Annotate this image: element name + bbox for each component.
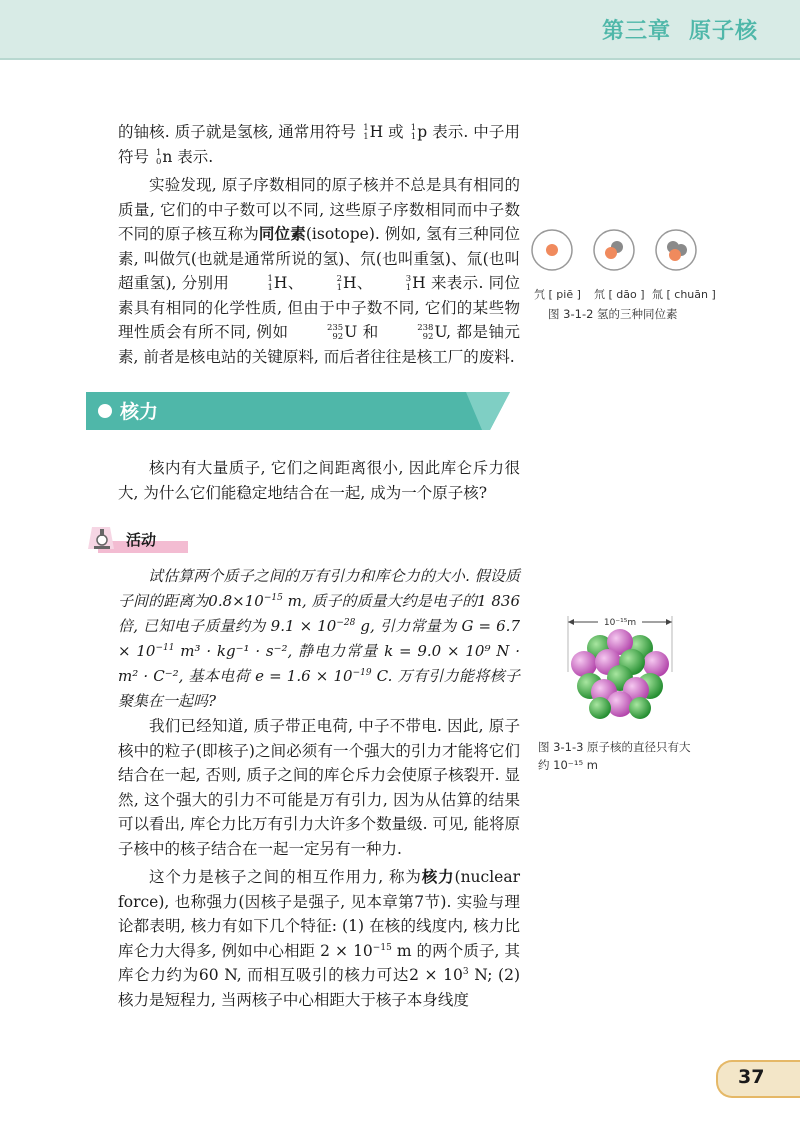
bullet-icon (98, 404, 112, 418)
para1-text-b: 或 (388, 123, 404, 141)
page-number: 37 (738, 1066, 765, 1088)
section-banner (86, 392, 510, 430)
chapter-name: 原子核 (688, 19, 758, 44)
isotope-n: 1 0 n (155, 147, 173, 167)
nucleus-icon (560, 612, 680, 722)
label-tritium: 氚 [ chuān ] (652, 288, 716, 301)
para1-text-d: 表示. (177, 147, 214, 166)
chapter-number: 第三章 (601, 19, 671, 44)
isotope-U238: 238 92 U (417, 323, 447, 342)
chapter-title (602, 14, 758, 45)
protium-icon (530, 228, 574, 272)
tritium-icon (654, 228, 698, 272)
label-deuterium: 氘 [ dāo ] (594, 288, 645, 301)
activity-paragraph: 试估算两个质子之间的万有引力和库仑力的大小. 假设质子间的距离为$0.8\times 10^{-15}$ m, 质子的质量大约是电子的1 836倍, 已知电子质量约为 $9.1 \times 10^{-28}$ g, 引力常量为 $G = 6.7 \times 10^{-11}$ m³ · kg⁻¹ · s⁻², 静电力常量 k = 9.0 × 10⁹ N · m² · C⁻², 基本电荷 $e = 1.6 \times 10^{-19}$ C. 万有引力能将核子聚集在一起吗? (118, 567, 521, 710)
caption-fig-3-1-2: 图 3-1-2 氢的三种同位素 (548, 307, 678, 321)
scale-label: 10⁻¹⁵m (603, 618, 637, 628)
term-isotope: 同位素 (258, 225, 306, 243)
microscope-icon (88, 525, 116, 551)
isotope-U235: 235 92 U (326, 323, 358, 342)
deuterium-icon (592, 228, 636, 272)
nuclear-force-text (118, 714, 520, 1012)
para1-text-a: 的铀核. 质子就是氢核, 通常用符号 (118, 123, 357, 141)
isotope-H2: 2 1 H (336, 274, 357, 293)
paragraph-strong-attraction: 我们已经知道, 质子带正电荷, 中子不带电. 因此, 原子核中的粒子(即核子)之间必须有一个强大的引力才能将它们结合在一起, 否则, 质子之间的库仑斥力会使原子核裂开. 显然, 这个强大的引力不可能是万有引力, 因为从估算的结果可以看出, 库仑力比万有引力大许多个数量级. 可见, 能将原子核中的核子结合在一起一定另有一种力. (118, 717, 520, 858)
activity-label: 活动 (126, 531, 157, 549)
label-protium: 氕 [ piē ] (534, 288, 581, 301)
isotope-p: 1 1 p (410, 123, 428, 142)
paragraph-question: 核内有大量质子, 它们之间距离很小, 因此库仑斥力很大, 为什么它们能稳定地结合在一起, 成为一个原子核? (118, 459, 520, 502)
paragraph-uranium (118, 120, 520, 169)
question-text (118, 456, 520, 505)
isotope-H3: 3 1 H (405, 274, 426, 293)
caption-fig-3-1-3: 图 3-1-3 原子核的直径只有大 约 10⁻¹⁵ m (538, 740, 691, 772)
isotope-H1-list: 1 1 H (267, 274, 288, 293)
activity-text (118, 564, 520, 714)
activity-header (88, 525, 188, 555)
page-number-tab (716, 1060, 800, 1098)
paragraph-isotope: 实验发现, 原子序数相同的原子核并不总是具有相同的质量, 它们的中子数可以不同, 这些原子序数相同而中子数不同的原子核互称为同位素(isotope). 例如, 氢有三种同位素, 叫做氕(也就是通常所说的氢)、氘(也叫重氢)、氚(也叫超重氢), 分别用 1 1 H、 2 1 H、 3 1 H 来表示. 同位素具有相同的化学性质, 但由于中子数不同, 它们的某些物理性质会有所不同, 例如 235 92 U 和 238 92 U, 都是铀元素, 前者是核电站的关键原料, 而后者往往是核工厂的废料. (118, 176, 520, 366)
term-nuclear-force: 核力 (421, 868, 455, 886)
paragraph-nuclear-force: 这个力是核子之间的相互作用力, 称为核力(nuclear force), 也称强力(因核子是强子, 见本章第7节). 实验与理论都表明, 核力有如下几个特征: (1) 在核的线度内, 核力比库仑力大得多, 例如中心相距 $2 \times 10^{-15}$ m 的两个质子, 其库仑力约为60 N, 而相互吸引的核力可达$2 \times 10^3$ N; (2) 核力是短程力, 当两核子中心相距大于核子本身线度 (118, 868, 520, 1009)
isotope-H1: 1 1 H (363, 123, 384, 142)
figure-nucleus (560, 612, 680, 722)
section-title: 核力 (120, 401, 159, 423)
intro-text (118, 120, 520, 369)
para1-text-c: 表示. 中子用符号 (118, 123, 520, 166)
